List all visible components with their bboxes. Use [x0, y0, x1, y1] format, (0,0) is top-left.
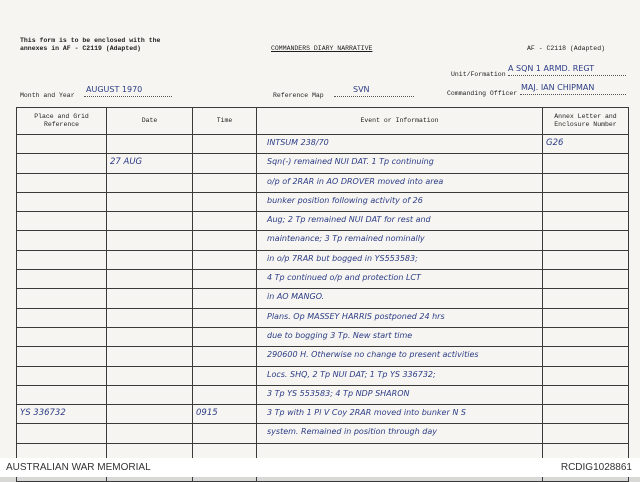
table-row	[17, 192, 629, 211]
cell-place	[17, 192, 107, 211]
event-text: in o/p 7RAR but bogged in YS553583;	[267, 253, 418, 263]
cell-date	[107, 231, 193, 250]
table-row	[17, 347, 629, 366]
cell-annex	[543, 308, 629, 327]
cell-date	[107, 173, 193, 192]
cell-place	[17, 347, 107, 366]
cell-annex	[543, 347, 629, 366]
cell-place	[17, 366, 107, 385]
table-row	[17, 405, 629, 424]
cell-annex	[543, 327, 629, 346]
event-text: due to bogging 3 Tp. New start time	[267, 330, 413, 340]
cell-annex	[543, 173, 629, 192]
table-row	[17, 250, 629, 269]
officer-value: MAJ. IAN CHIPMAN	[521, 83, 595, 92]
table-row	[17, 424, 629, 443]
cell-time	[193, 154, 257, 173]
cell-place	[17, 385, 107, 404]
map-dotted-line	[334, 96, 414, 97]
cell-annex	[543, 192, 629, 211]
event-text: Plans. Op MASSEY HARRIS postponed 24 hrs	[267, 311, 445, 321]
cell-time	[193, 289, 257, 308]
table-row	[17, 270, 629, 289]
cell-time	[193, 405, 257, 424]
event-text: Sqn(-) remained NUI DAT. 1 Tp continuing	[267, 157, 434, 167]
cell-time	[193, 366, 257, 385]
cell-place	[17, 154, 107, 173]
table-row	[17, 385, 629, 404]
event-text: 3 Tp YS 553583; 4 Tp NDP SHARON	[267, 388, 410, 398]
cell-date	[107, 250, 193, 269]
cell-time	[193, 231, 257, 250]
cell-time	[193, 385, 257, 404]
cell-date	[107, 270, 193, 289]
officer-label: Commanding Officer	[447, 90, 518, 97]
table-row	[17, 212, 629, 231]
table-header-row	[17, 108, 629, 135]
map-value: SVN	[353, 85, 370, 94]
footer-id: RCDIG1028861	[560, 462, 632, 473]
cell-date	[107, 289, 193, 308]
cell-time	[193, 308, 257, 327]
unit-dotted-line	[508, 75, 626, 76]
event-text: in AO MANGO.	[267, 292, 325, 302]
cell-annex	[543, 385, 629, 404]
cell-event	[257, 212, 543, 231]
table-row	[17, 308, 629, 327]
form-number: AF - C2118 (Adapted)	[527, 45, 606, 52]
cell-annex	[543, 135, 629, 154]
cell-event	[257, 289, 543, 308]
table-row	[17, 231, 629, 250]
cell-event	[257, 366, 543, 385]
diary-table	[16, 107, 629, 482]
cell-event	[257, 154, 543, 173]
annex-text: G26	[546, 138, 564, 148]
cell-date	[107, 385, 193, 404]
col-date-header: Date	[107, 108, 193, 135]
cell-time	[193, 192, 257, 211]
table-row	[17, 327, 629, 346]
cell-time	[193, 424, 257, 443]
cell-time	[193, 347, 257, 366]
footer-source: AUSTRALIAN WAR MEMORIAL	[6, 462, 151, 473]
cell-annex	[543, 289, 629, 308]
form-title: COMMANDERS DIARY NARRATIVE	[271, 45, 373, 52]
event-text: o/p of 2RAR in AO DROVER moved into area	[267, 176, 444, 186]
cell-place	[17, 270, 107, 289]
cell-time	[193, 135, 257, 154]
event-text: bunker position following activity of 26	[267, 195, 423, 205]
table-row	[17, 366, 629, 385]
cell-place	[17, 289, 107, 308]
table-row	[17, 154, 629, 173]
cell-place	[17, 135, 107, 154]
cell-annex	[543, 366, 629, 385]
col-annex-header: Annex Letter and Enclosure Number	[543, 108, 629, 135]
col-event-header: Event or Information	[257, 108, 543, 135]
archive-footer	[0, 458, 640, 477]
cell-time	[193, 250, 257, 269]
enclosure-note-line1: This form is to be enclosed with the	[20, 37, 161, 44]
cell-event	[257, 327, 543, 346]
cell-event	[257, 173, 543, 192]
cell-date	[107, 327, 193, 346]
cell-event	[257, 347, 543, 366]
cell-event	[257, 308, 543, 327]
unit-label: Unit/Formation	[451, 71, 506, 78]
event-text: maintenance; 3 Tp remained nominally	[267, 234, 425, 244]
cell-date	[107, 424, 193, 443]
cell-place	[17, 212, 107, 231]
table-row	[17, 135, 629, 154]
event-text: INTSUM 238/70	[267, 138, 329, 147]
cell-time	[193, 212, 257, 231]
month-value: AUGUST 1970	[86, 85, 143, 94]
cell-event	[257, 250, 543, 269]
cell-annex	[543, 250, 629, 269]
cell-annex	[543, 405, 629, 424]
cell-date	[107, 405, 193, 424]
cell-date	[107, 212, 193, 231]
cell-date	[107, 135, 193, 154]
cell-event	[257, 270, 543, 289]
event-text: Locs. SHQ, 2 Tp NUI DAT; 1 Tp YS 336732;	[267, 369, 436, 379]
officer-dotted-line	[520, 94, 626, 95]
place-text: YS 336732	[20, 408, 66, 419]
cell-place	[17, 327, 107, 346]
unit-value: A SQN 1 ARMD. REGT	[508, 64, 595, 73]
cell-event	[257, 231, 543, 250]
time-text: 0915	[196, 408, 218, 419]
cell-event	[257, 405, 543, 424]
col-time-header: Time	[193, 108, 257, 135]
cell-date	[107, 154, 193, 173]
event-text: Aug; 2 Tp remained NUI DAT for rest and	[267, 215, 431, 225]
cell-place	[17, 231, 107, 250]
event-text: system. Remained in position through day	[267, 427, 437, 437]
cell-event	[257, 424, 543, 443]
cell-date	[107, 308, 193, 327]
month-dotted-line	[84, 96, 172, 97]
cell-time	[193, 173, 257, 192]
cell-annex	[543, 270, 629, 289]
col-place-header: Place and Grid Reference	[17, 108, 107, 135]
date-text: 27 AUG	[110, 157, 143, 168]
cell-place	[17, 405, 107, 424]
event-text: 4 Tp continued o/p and protection LCT	[267, 273, 421, 283]
cell-event	[257, 192, 543, 211]
cell-annex	[543, 231, 629, 250]
cell-annex	[543, 154, 629, 173]
cell-date	[107, 366, 193, 385]
map-label: Reference Map	[273, 92, 324, 99]
cell-place	[17, 173, 107, 192]
cell-date	[107, 347, 193, 366]
table-row	[17, 289, 629, 308]
cell-annex	[543, 212, 629, 231]
cell-place	[17, 308, 107, 327]
enclosure-note-line2: annexes in AF - C2119 (Adapted)	[20, 45, 141, 52]
table-row	[17, 173, 629, 192]
cell-event	[257, 135, 543, 154]
event-text: 290600 H. Otherwise no change to present activities	[267, 350, 479, 360]
cell-time	[193, 270, 257, 289]
cell-date	[107, 192, 193, 211]
month-label: Month and Year	[20, 92, 75, 99]
cell-place	[17, 424, 107, 443]
event-text: 3 Tp with 1 Pl V Coy 2RAR moved into bunker N S	[267, 408, 466, 418]
cell-event	[257, 385, 543, 404]
cell-time	[193, 327, 257, 346]
cell-annex	[543, 424, 629, 443]
cell-place	[17, 250, 107, 269]
